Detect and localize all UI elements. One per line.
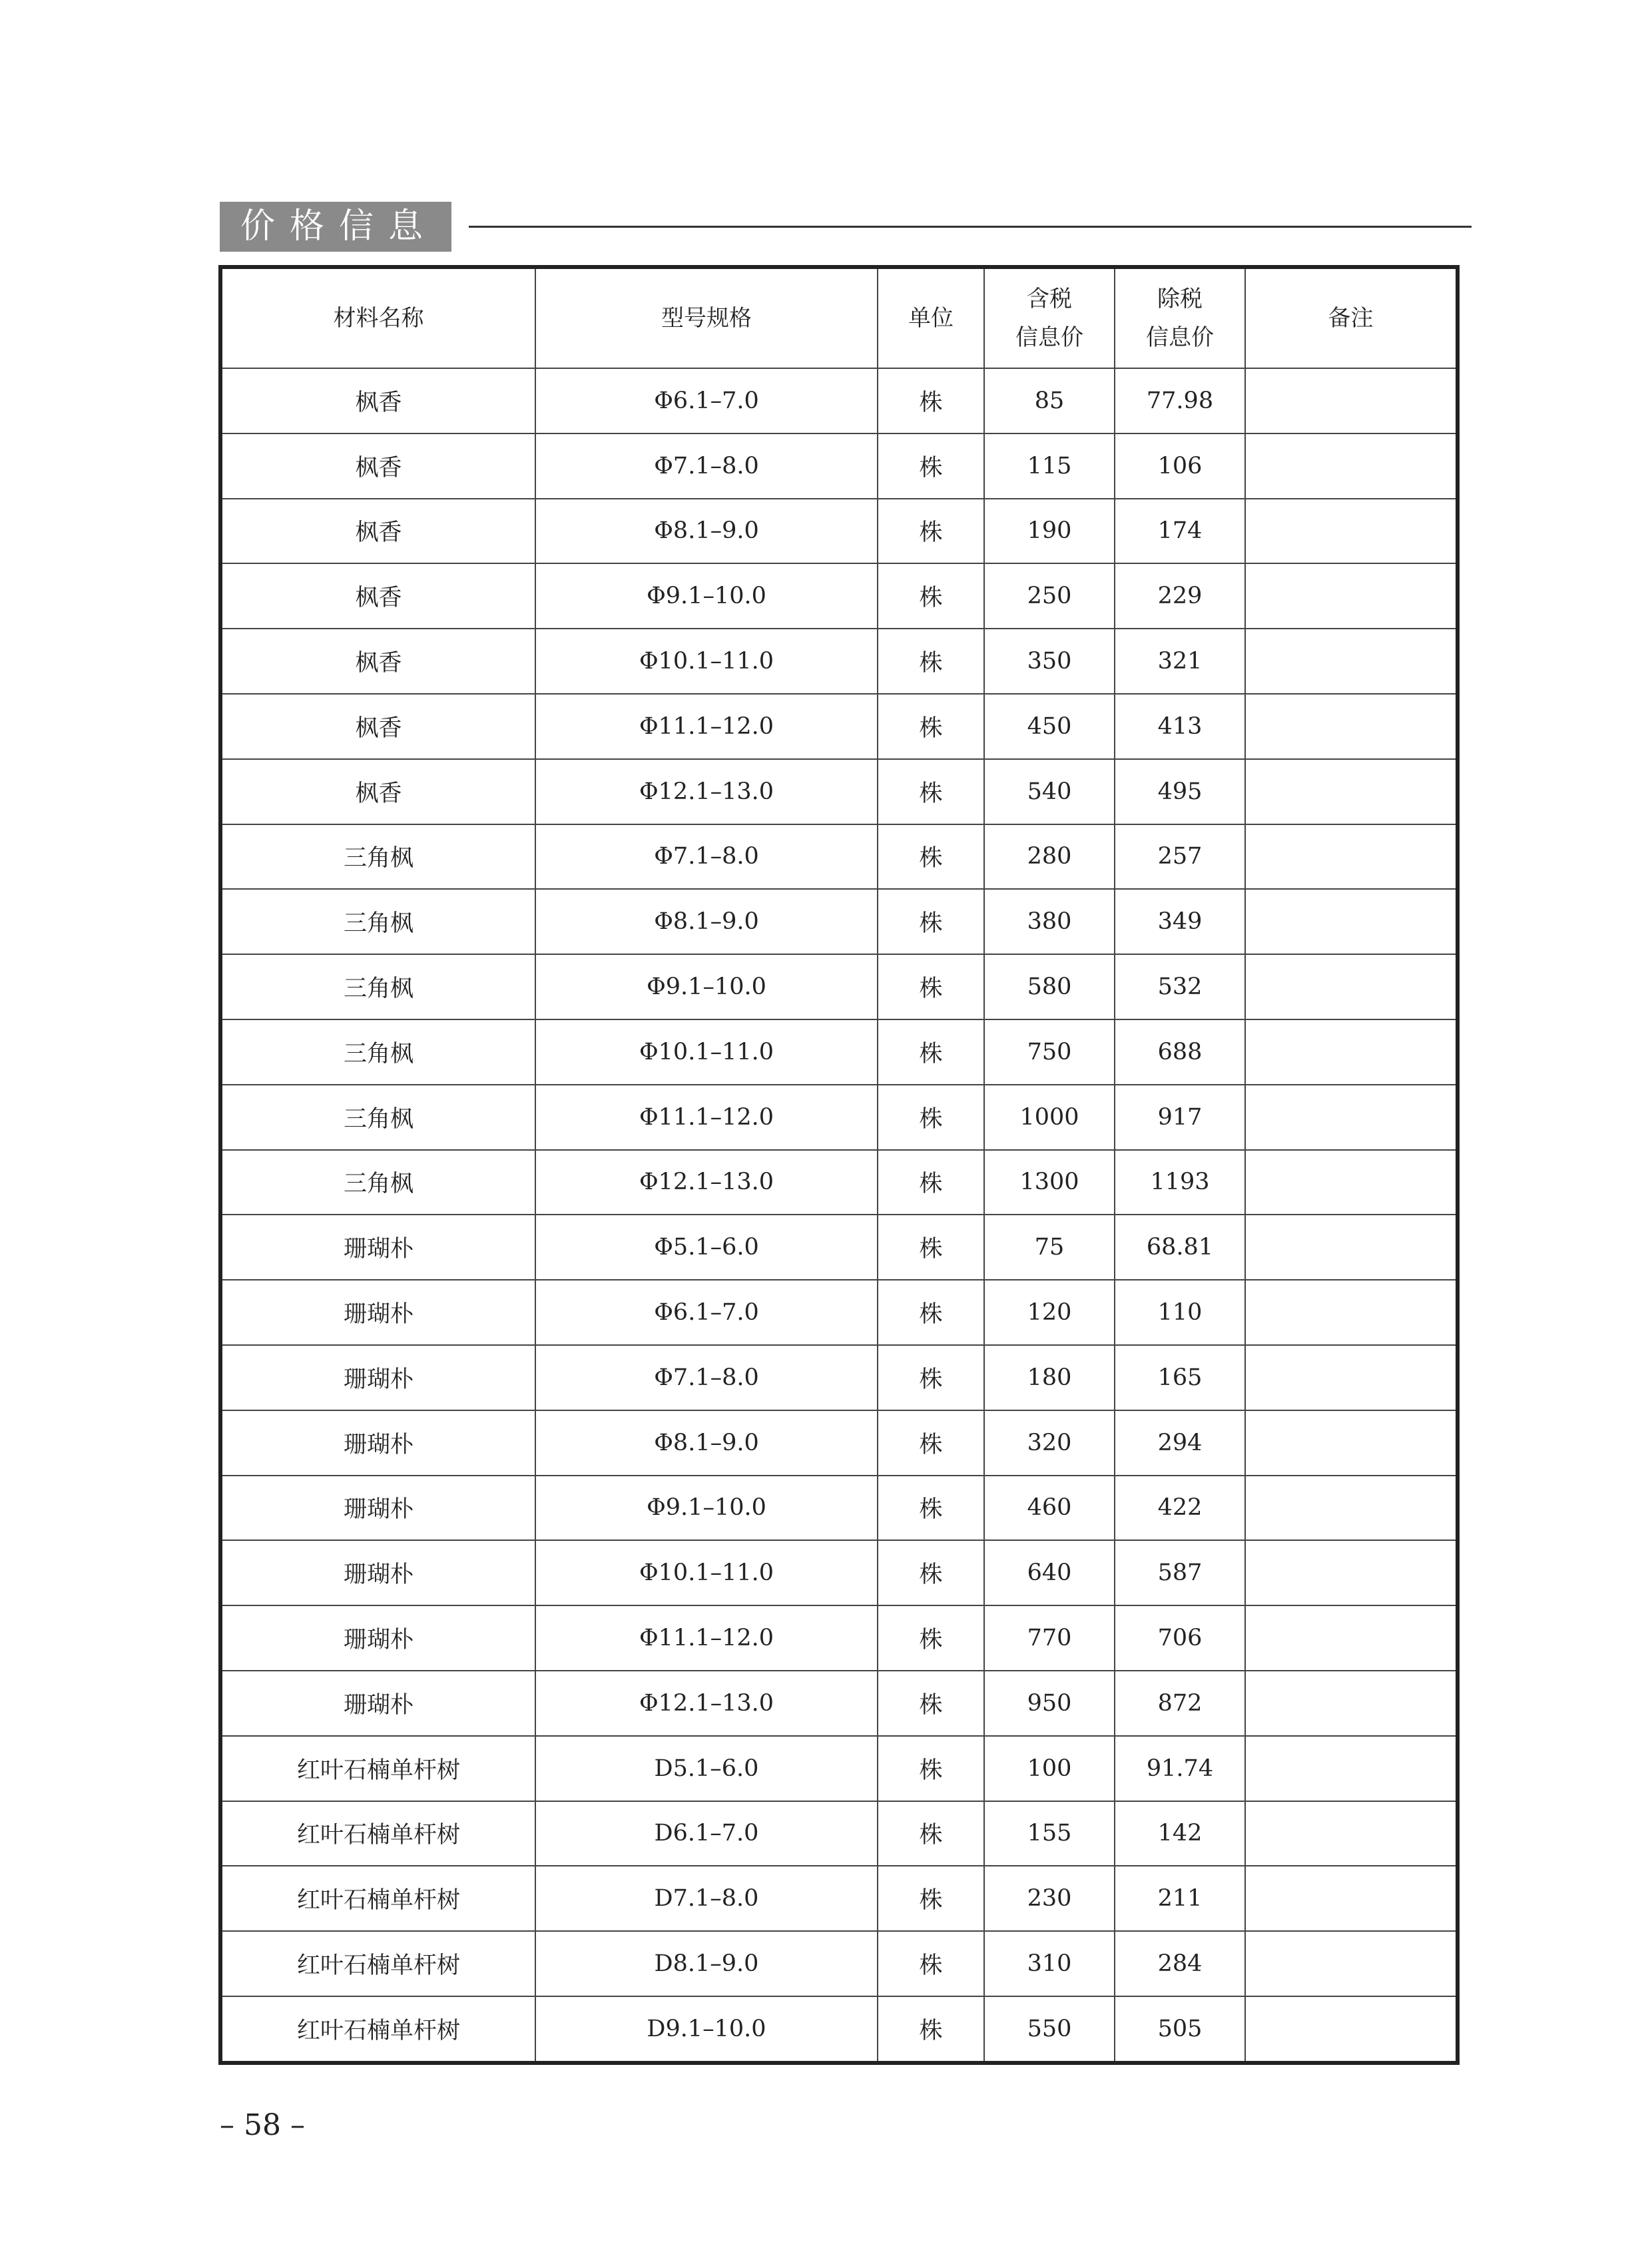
cell-price-notax: 110: [1115, 1280, 1245, 1345]
cell-unit: 株: [878, 1996, 984, 2061]
cell-price-tax: 450: [984, 694, 1115, 759]
cell-name: 枫香: [222, 499, 535, 564]
cell-remark: [1245, 1736, 1456, 1801]
cell-name: 红叶石楠单杆树: [222, 1931, 535, 1996]
table-row: [222, 824, 1456, 890]
cell-remark: [1245, 889, 1456, 954]
cell-spec: Φ7.1–8.0: [535, 433, 878, 499]
cell-remark: [1245, 1866, 1456, 1931]
cell-price-notax: 294: [1115, 1410, 1245, 1476]
cell-unit: 株: [878, 1801, 984, 1866]
cell-price-tax: 120: [984, 1280, 1115, 1345]
col-header-price-notax: [1115, 269, 1245, 368]
cell-price-notax: 77.98: [1115, 368, 1245, 433]
cell-remark: [1245, 629, 1456, 694]
cell-price-notax: 68.81: [1115, 1215, 1245, 1280]
cell-spec: Φ11.1–12.0: [535, 1085, 878, 1150]
cell-remark: [1245, 1540, 1456, 1605]
cell-price-notax: 495: [1115, 759, 1245, 824]
cell-price-notax: 688: [1115, 1019, 1245, 1085]
col-header-spec: 型号规格: [535, 269, 878, 368]
cell-spec: Φ5.1–6.0: [535, 1215, 878, 1280]
col-header-price-notax-line2: 信息价: [1146, 324, 1214, 351]
cell-spec: Φ12.1–13.0: [535, 1150, 878, 1215]
section-header: [220, 202, 1472, 252]
cell-price-notax: 229: [1115, 563, 1245, 629]
cell-unit: 株: [878, 1736, 984, 1801]
cell-name: 枫香: [222, 759, 535, 824]
cell-remark: [1245, 433, 1456, 499]
cell-price-tax: 85: [984, 368, 1115, 433]
cell-unit: 株: [878, 1605, 984, 1671]
cell-price-notax: 211: [1115, 1866, 1245, 1931]
cell-name: 枫香: [222, 629, 535, 694]
cell-remark: [1245, 694, 1456, 759]
cell-price-tax: 580: [984, 954, 1115, 1019]
cell-price-notax: 257: [1115, 824, 1245, 890]
cell-remark: [1245, 1801, 1456, 1866]
cell-price-tax: 75: [984, 1215, 1115, 1280]
table-row: [222, 694, 1456, 759]
cell-spec: Φ12.1–13.0: [535, 1671, 878, 1736]
table-row: [222, 1150, 1456, 1215]
cell-name: 红叶石楠单杆树: [222, 1736, 535, 1801]
cell-unit: 株: [878, 433, 984, 499]
cell-unit: 株: [878, 1345, 984, 1410]
cell-price-notax: 142: [1115, 1801, 1245, 1866]
cell-price-notax: 91.74: [1115, 1736, 1245, 1801]
table-body: [222, 368, 1456, 2061]
cell-spec: Φ10.1–11.0: [535, 1019, 878, 1085]
table-row: [222, 563, 1456, 629]
col-header-price-tax: [984, 269, 1115, 368]
cell-price-tax: 100: [984, 1736, 1115, 1801]
cell-price-tax: 280: [984, 824, 1115, 890]
table-row: [222, 1280, 1456, 1345]
cell-unit: 株: [878, 629, 984, 694]
cell-name: 红叶石楠单杆树: [222, 1996, 535, 2061]
cell-unit: 株: [878, 759, 984, 824]
col-header-unit: 单位: [878, 269, 984, 368]
cell-name: 珊瑚朴: [222, 1410, 535, 1476]
cell-price-notax: 532: [1115, 954, 1245, 1019]
cell-price-notax: 321: [1115, 629, 1245, 694]
cell-price-notax: 587: [1115, 1540, 1245, 1605]
cell-price-notax: 1193: [1115, 1150, 1245, 1215]
cell-name: 珊瑚朴: [222, 1605, 535, 1671]
cell-spec: Φ10.1–11.0: [535, 1540, 878, 1605]
cell-remark: [1245, 499, 1456, 564]
cell-price-notax: 872: [1115, 1671, 1245, 1736]
cell-name: 枫香: [222, 368, 535, 433]
table-row: [222, 1671, 1456, 1736]
cell-spec: D7.1–8.0: [535, 1866, 878, 1931]
cell-remark: [1245, 1280, 1456, 1345]
cell-spec: Φ7.1–8.0: [535, 1345, 878, 1410]
cell-spec: Φ8.1–9.0: [535, 1410, 878, 1476]
table-row: [222, 1085, 1456, 1150]
cell-name: 三角枫: [222, 1150, 535, 1215]
cell-unit: 株: [878, 368, 984, 433]
cell-unit: 株: [878, 1671, 984, 1736]
cell-name: 枫香: [222, 433, 535, 499]
table-row: [222, 433, 1456, 499]
cell-price-notax: 106: [1115, 433, 1245, 499]
cell-unit: 株: [878, 694, 984, 759]
col-header-remark: 备注: [1245, 269, 1456, 368]
table-row: [222, 1801, 1456, 1866]
table-row: [222, 1215, 1456, 1280]
cell-remark: [1245, 954, 1456, 1019]
cell-spec: Φ6.1–7.0: [535, 368, 878, 433]
cell-unit: 株: [878, 1150, 984, 1215]
cell-remark: [1245, 1345, 1456, 1410]
cell-name: 红叶石楠单杆树: [222, 1866, 535, 1931]
cell-unit: 株: [878, 1476, 984, 1541]
cell-remark: [1245, 368, 1456, 433]
cell-unit: 株: [878, 563, 984, 629]
cell-price-notax: 284: [1115, 1931, 1245, 1996]
table-row: [222, 759, 1456, 824]
cell-price-notax: 413: [1115, 694, 1245, 759]
table-row: [222, 1605, 1456, 1671]
cell-spec: Φ9.1–10.0: [535, 563, 878, 629]
cell-spec: Φ8.1–9.0: [535, 499, 878, 564]
cell-price-tax: 350: [984, 629, 1115, 694]
cell-spec: D9.1–10.0: [535, 1996, 878, 2061]
header-divider: [469, 226, 1472, 228]
table-row: [222, 368, 1456, 433]
cell-remark: [1245, 1150, 1456, 1215]
page-number: – 58 –: [220, 2108, 305, 2142]
table-row: [222, 1410, 1456, 1476]
cell-price-tax: 310: [984, 1931, 1115, 1996]
cell-name: 珊瑚朴: [222, 1280, 535, 1345]
cell-remark: [1245, 1476, 1456, 1541]
cell-price-tax: 550: [984, 1996, 1115, 2061]
cell-price-notax: 505: [1115, 1996, 1245, 2061]
cell-remark: [1245, 1085, 1456, 1150]
cell-spec: D8.1–9.0: [535, 1931, 878, 1996]
cell-price-notax: 422: [1115, 1476, 1245, 1541]
cell-unit: 株: [878, 1540, 984, 1605]
cell-name: 珊瑚朴: [222, 1345, 535, 1410]
cell-spec: Φ12.1–13.0: [535, 759, 878, 824]
cell-unit: 株: [878, 889, 984, 954]
cell-spec: Φ6.1–7.0: [535, 1280, 878, 1345]
cell-price-notax: 165: [1115, 1345, 1245, 1410]
cell-price-notax: 706: [1115, 1605, 1245, 1671]
col-header-price-notax-line1: 除税: [1157, 286, 1203, 312]
col-header-name: 材料名称: [222, 269, 535, 368]
cell-price-tax: 640: [984, 1540, 1115, 1605]
cell-spec: Φ9.1–10.0: [535, 954, 878, 1019]
cell-spec: Φ9.1–10.0: [535, 1476, 878, 1541]
cell-price-notax: 917: [1115, 1085, 1245, 1150]
cell-name: 三角枫: [222, 954, 535, 1019]
cell-spec: Φ11.1–12.0: [535, 1605, 878, 1671]
cell-spec: Φ7.1–8.0: [535, 824, 878, 890]
table-row: [222, 1345, 1456, 1410]
cell-spec: Φ11.1–12.0: [535, 694, 878, 759]
cell-name: 珊瑚朴: [222, 1671, 535, 1736]
cell-remark: [1245, 563, 1456, 629]
table-row: [222, 1736, 1456, 1801]
cell-price-tax: 115: [984, 433, 1115, 499]
cell-price-tax: 1300: [984, 1150, 1115, 1215]
cell-price-tax: 770: [984, 1605, 1115, 1671]
cell-price-tax: 750: [984, 1019, 1115, 1085]
cell-unit: 株: [878, 1931, 984, 1996]
cell-price-tax: 1000: [984, 1085, 1115, 1150]
cell-price-tax: 380: [984, 889, 1115, 954]
cell-price-notax: 349: [1115, 889, 1245, 954]
cell-name: 珊瑚朴: [222, 1540, 535, 1605]
cell-name: 三角枫: [222, 1019, 535, 1085]
table-row: [222, 1540, 1456, 1605]
table-row: [222, 1931, 1456, 1996]
cell-price-tax: 180: [984, 1345, 1115, 1410]
table-row: [222, 889, 1456, 954]
table-row: [222, 954, 1456, 1019]
cell-unit: 株: [878, 954, 984, 1019]
cell-name: 三角枫: [222, 889, 535, 954]
cell-name: 枫香: [222, 563, 535, 629]
cell-remark: [1245, 1671, 1456, 1736]
col-header-price-tax-line1: 含税: [1027, 286, 1072, 312]
cell-price-tax: 190: [984, 499, 1115, 564]
table-row: [222, 1996, 1456, 2061]
cell-spec: Φ8.1–9.0: [535, 889, 878, 954]
cell-remark: [1245, 1019, 1456, 1085]
cell-remark: [1245, 1996, 1456, 2061]
cell-unit: 株: [878, 1280, 984, 1345]
cell-name: 枫香: [222, 694, 535, 759]
price-table: [218, 265, 1460, 2065]
table-header-row: [222, 269, 1456, 368]
cell-unit: 株: [878, 1019, 984, 1085]
cell-remark: [1245, 1605, 1456, 1671]
table-row: [222, 1866, 1456, 1931]
cell-price-tax: 230: [984, 1866, 1115, 1931]
cell-name: 红叶石楠单杆树: [222, 1801, 535, 1866]
cell-remark: [1245, 824, 1456, 890]
cell-price-tax: 460: [984, 1476, 1115, 1541]
cell-spec: Φ10.1–11.0: [535, 629, 878, 694]
section-title: 价格信息: [220, 202, 451, 252]
cell-unit: 株: [878, 1085, 984, 1150]
cell-price-tax: 155: [984, 1801, 1115, 1866]
cell-unit: 株: [878, 1410, 984, 1476]
cell-remark: [1245, 1931, 1456, 1996]
cell-spec: D6.1–7.0: [535, 1801, 878, 1866]
cell-price-tax: 250: [984, 563, 1115, 629]
cell-unit: 株: [878, 1215, 984, 1280]
cell-unit: 株: [878, 499, 984, 564]
cell-spec: D5.1–6.0: [535, 1736, 878, 1801]
cell-remark: [1245, 759, 1456, 824]
cell-remark: [1245, 1410, 1456, 1476]
table-row: [222, 629, 1456, 694]
cell-remark: [1245, 1215, 1456, 1280]
cell-price-tax: 950: [984, 1671, 1115, 1736]
cell-name: 三角枫: [222, 1085, 535, 1150]
table-row: [222, 1476, 1456, 1541]
cell-price-notax: 174: [1115, 499, 1245, 564]
col-header-price-tax-line2: 信息价: [1015, 324, 1083, 351]
table-row: [222, 499, 1456, 564]
cell-price-tax: 540: [984, 759, 1115, 824]
cell-name: 珊瑚朴: [222, 1215, 535, 1280]
cell-price-tax: 320: [984, 1410, 1115, 1476]
table-row: [222, 1019, 1456, 1085]
cell-name: 珊瑚朴: [222, 1476, 535, 1541]
cell-unit: 株: [878, 824, 984, 890]
cell-name: 三角枫: [222, 824, 535, 890]
cell-unit: 株: [878, 1866, 984, 1931]
